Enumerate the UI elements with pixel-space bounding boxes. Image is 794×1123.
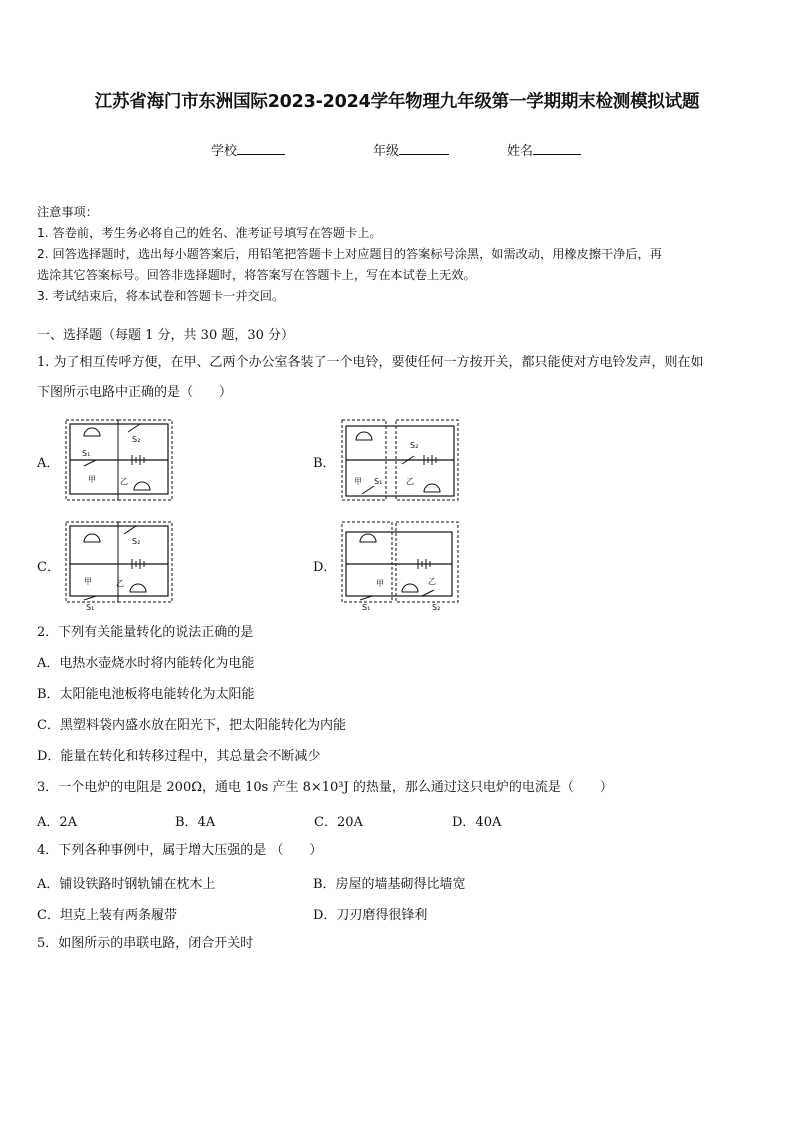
school-field [211,140,285,159]
circuit-diagram-b [340,418,462,504]
question-2-option-c: C．黑塑料袋内盛水放在阳光下，把太阳能转化为内能 [37,718,346,733]
label-s2: S₂ [132,537,141,546]
grade-field [373,140,449,159]
label-s1: S₁ [86,603,95,612]
option-a-label: A． [37,456,60,471]
page-title: 江苏省海门市东洲国际2023-2024学年物理九年级第一学期期末检测模拟试题 [94,92,700,112]
question-4-option-c: C．坦克上装有两条履带 [37,908,177,923]
circuit-diagram-c [64,520,176,614]
notice-heading: 注意事项： [37,205,98,219]
label-s2: S₂ [432,603,441,612]
option-d-label: D． [313,560,337,575]
question-1-stem-cont: 下图所示电路中正确的是（ ） [37,385,233,400]
question-3-option-a: A．2A [37,815,78,830]
option-b-label: B． [313,456,336,471]
label-jia: 甲 [88,475,96,484]
name-label: 姓名 [507,144,534,159]
name-blank [533,141,581,155]
question-1-stem: 1. 为了相互传呼方便，在甲、乙两个办公室各装了一个电铃，要使任何一方按开关，都只能使对方电铃发声，则在如 [37,355,704,370]
label-s2: S₂ [410,441,419,450]
notice-item: 3. 考试结束后，将本试卷和答题卡一并交回。 [37,289,285,303]
label-s2: S₂ [132,435,141,444]
question-4-stem: 4．下列各种事例中，属于增大压强的是 （ ） [37,843,323,858]
label-s1: S₁ [374,477,383,486]
school-label: 学校 [211,144,238,159]
notice-item: 选涂其它答案标号。回答非选择题时，将答案写在答题卡上，写在本试卷上无效。 [37,268,476,282]
question-4-option-b: B．房屋的墙基砌得比墙宽 [313,877,466,892]
label-jia: 甲 [354,477,362,486]
question-3-stem: 3．一个电炉的电阻是 200Ω，通电 10s 产生 8×10³J 的热量，那么通过这只电炉的电流是（ ） [37,780,613,795]
grade-blank [399,141,449,155]
label-s1: S₁ [82,449,91,458]
label-yi: 乙 [406,477,414,486]
label-yi: 乙 [116,579,124,588]
question-2-option-d: D．能量在转化和转移过程中，其总量会不断减少 [37,749,321,764]
label-s1: S₁ [362,603,371,612]
question-3-option-c: C．20A [314,815,363,830]
question-5-stem: 5．如图所示的串联电路，闭合开关时 [37,936,254,951]
grade-label: 年级 [373,144,400,159]
section-heading: 一、选择题（每题 1 分，共 30 题，30 分） [37,328,295,343]
question-4-option-a: A．铺设铁路时钢轨铺在枕木上 [37,877,216,892]
label-jia: 甲 [84,577,92,586]
question-2-option-a: A．电热水壶烧水时将内能转化为电能 [37,656,255,671]
question-2-stem: 2．下列有关能量转化的说法正确的是 [37,625,254,640]
name-field [507,140,581,159]
notice-item: 1. 答卷前，考生务必将自己的姓名、准考证号填写在答题卡上。 [37,226,382,240]
school-blank [237,141,285,155]
circuit-diagram-a [64,418,176,504]
circuit-diagram-d [340,520,462,614]
question-3-option-d: D．40A [452,815,502,830]
question-2-option-b: B．太阳能电池板将电能转化为太阳能 [37,687,255,702]
label-jia: 甲 [376,579,384,588]
option-c-label: C． [37,560,60,575]
label-yi: 乙 [428,577,436,586]
question-3-option-b: B．4A [175,815,216,830]
label-yi: 乙 [120,477,128,486]
notice-item: 2. 回答选择题时，选出每小题答案后，用铅笔把答题卡上对应题目的答案标号涂黑，如需改动，用橡皮擦干净后，再 [37,247,662,261]
question-4-option-d: D．刀刃磨得很锋利 [313,908,428,923]
